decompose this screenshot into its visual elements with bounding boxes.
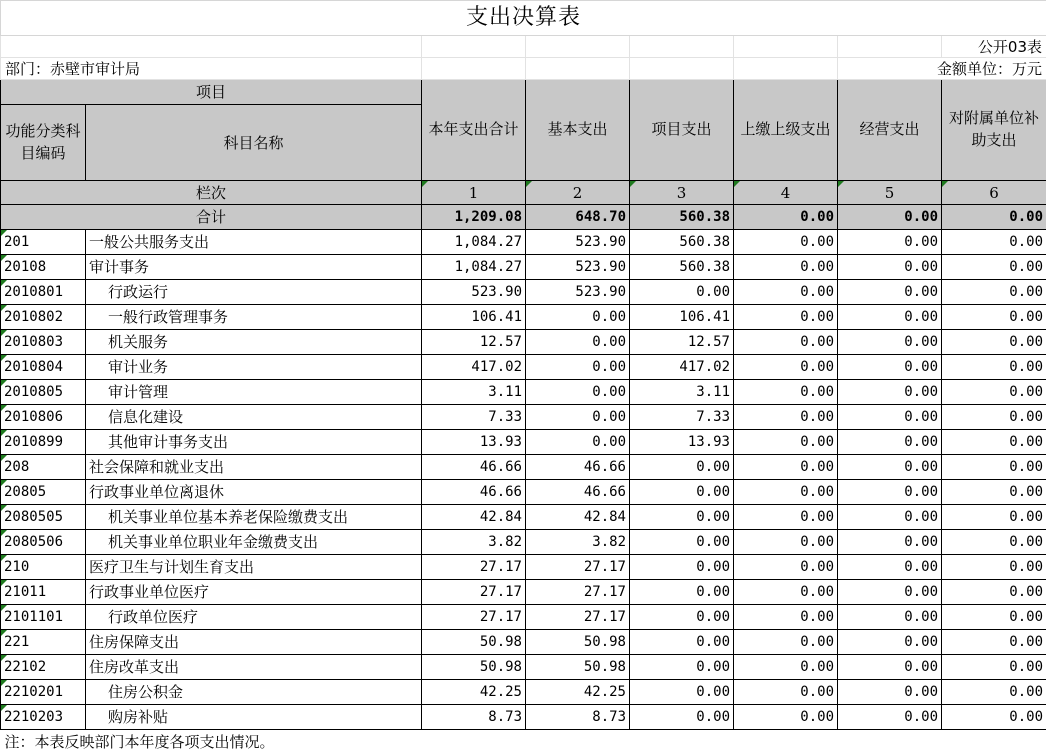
cell-marker: [1, 705, 7, 711]
row-value: 0.00: [942, 630, 1046, 655]
row-code: 221: [1, 630, 86, 655]
row-value: 42.84: [526, 505, 630, 530]
cell-marker: [1, 280, 7, 286]
row-code: 2010803: [1, 330, 86, 355]
row-value: 0.00: [630, 705, 734, 730]
header-col-2: 基本支出: [526, 80, 630, 181]
row-value: 0.00: [942, 655, 1046, 680]
row-value: 27.17: [526, 605, 630, 630]
table-row: [1, 505, 1046, 530]
row-value: 0.00: [734, 705, 838, 730]
table-row: [1, 380, 1046, 405]
row-value: 0.00: [838, 680, 942, 705]
row-value: 0.00: [838, 630, 942, 655]
row-value: 1,084.27: [422, 255, 526, 280]
row-value: 42.25: [526, 680, 630, 705]
row-value: 0.00: [734, 455, 838, 480]
table-row: [1, 230, 1046, 255]
row-value: 12.57: [422, 330, 526, 355]
table-row: [1, 455, 1046, 480]
row-value: 0.00: [838, 255, 942, 280]
cell-marker: [1, 430, 7, 436]
row-value: 12.57: [630, 330, 734, 355]
total-value: 648.70: [526, 205, 630, 230]
total-row-label: 合计: [1, 205, 422, 230]
cell-marker: [1, 480, 7, 486]
table-number: 公开03表: [942, 36, 1046, 58]
index-row-label: 栏次: [1, 181, 422, 205]
cell-marker: [1, 655, 7, 661]
row-value: 3.82: [526, 530, 630, 555]
header-col-3: 项目支出: [630, 80, 734, 181]
table-row: [1, 705, 1046, 730]
index-cell: 5: [838, 181, 942, 205]
row-value: 0.00: [838, 480, 942, 505]
table-row: [1, 630, 1046, 655]
index-cell: 3: [630, 181, 734, 205]
total-value: 0.00: [838, 205, 942, 230]
row-value: 0.00: [734, 405, 838, 430]
row-value: 46.66: [526, 455, 630, 480]
row-name: 社会保障和就业支出: [86, 455, 422, 480]
row-value: 0.00: [942, 530, 1046, 555]
row-value: 0.00: [942, 330, 1046, 355]
row-code: 2010801: [1, 280, 86, 305]
row-value: 0.00: [630, 280, 734, 305]
header-code: 功能分类科目编码: [1, 105, 86, 181]
row-value: 3.11: [422, 380, 526, 405]
row-name: 行政事业单位医疗: [86, 580, 422, 605]
row-code: 2010899: [1, 430, 86, 455]
row-name: 机关事业单位基本养老保险缴费支出: [86, 505, 422, 530]
row-value: 0.00: [838, 455, 942, 480]
row-value: 46.66: [422, 455, 526, 480]
row-value: 27.17: [526, 580, 630, 605]
row-value: 0.00: [838, 530, 942, 555]
row-value: 50.98: [526, 630, 630, 655]
row-code: 2010805: [1, 380, 86, 405]
row-name: 审计管理: [86, 380, 422, 405]
row-name: 住房改革支出: [86, 655, 422, 680]
row-value: 42.84: [422, 505, 526, 530]
row-name: 审计事务: [86, 255, 422, 280]
table-row: [1, 480, 1046, 505]
row-value: 0.00: [734, 680, 838, 705]
row-value: 0.00: [630, 505, 734, 530]
table-row: [1, 255, 1046, 280]
row-code: 2101101: [1, 605, 86, 630]
table-row: [1, 305, 1046, 330]
table-row: [1, 580, 1046, 605]
unit-label: 金额单位：万元: [838, 58, 1046, 80]
row-value: 0.00: [734, 655, 838, 680]
row-value: 417.02: [422, 355, 526, 380]
header-col-4: 上缴上级支出: [734, 80, 838, 181]
cell-marker: [1, 255, 7, 261]
row-value: 0.00: [734, 480, 838, 505]
row-code: 2010806: [1, 405, 86, 430]
row-value: 46.66: [422, 480, 526, 505]
row-value: 0.00: [630, 605, 734, 630]
header-name: 科目名称: [86, 105, 422, 181]
table-row: [1, 655, 1046, 680]
cell-marker: [1, 505, 7, 511]
cell-marker: [1, 355, 7, 361]
cell-marker: [1, 630, 7, 636]
row-value: 3.11: [630, 380, 734, 405]
row-value: 0.00: [734, 630, 838, 655]
header-col-5: 经营支出: [838, 80, 942, 181]
row-value: 0.00: [838, 280, 942, 305]
row-value: 27.17: [526, 555, 630, 580]
row-value: 0.00: [838, 605, 942, 630]
row-value: 523.90: [526, 255, 630, 280]
row-code: 201: [1, 230, 86, 255]
cell-marker: [1, 230, 7, 236]
row-name: 信息化建设: [86, 405, 422, 430]
row-value: 27.17: [422, 580, 526, 605]
row-code: 2210203: [1, 705, 86, 730]
cell-marker: [1, 330, 7, 336]
row-value: 0.00: [942, 680, 1046, 705]
row-code: 2010802: [1, 305, 86, 330]
row-value: 0.00: [734, 380, 838, 405]
row-value: 0.00: [734, 555, 838, 580]
cell-marker: [1, 380, 7, 386]
row-code: 20805: [1, 480, 86, 505]
row-value: 106.41: [422, 305, 526, 330]
row-value: 50.98: [422, 655, 526, 680]
row-value: 0.00: [838, 705, 942, 730]
total-value: 0.00: [734, 205, 838, 230]
row-value: 0.00: [630, 680, 734, 705]
row-value: 0.00: [734, 255, 838, 280]
row-value: 0.00: [630, 630, 734, 655]
row-value: 0.00: [942, 280, 1046, 305]
row-name: 行政单位医疗: [86, 605, 422, 630]
row-value: 8.73: [526, 705, 630, 730]
row-name: 一般公共服务支出: [86, 230, 422, 255]
index-cell: 4: [734, 181, 838, 205]
row-code: 21011: [1, 580, 86, 605]
header-col-1: 本年支出合计: [422, 80, 526, 181]
row-value: 0.00: [734, 280, 838, 305]
row-value: 0.00: [838, 380, 942, 405]
row-value: 0.00: [942, 405, 1046, 430]
row-value: 0.00: [942, 380, 1046, 405]
index-cell: 1: [422, 181, 526, 205]
cell-marker: [1, 555, 7, 561]
row-value: 46.66: [526, 480, 630, 505]
cell-marker: [1, 580, 7, 586]
data-rows: [1, 230, 1046, 730]
row-value: 0.00: [838, 330, 942, 355]
row-name: 机关服务: [86, 330, 422, 355]
row-value: 0.00: [630, 655, 734, 680]
table-row: [1, 680, 1046, 705]
row-value: 0.00: [942, 505, 1046, 530]
row-value: 0.00: [734, 605, 838, 630]
row-name: 行政事业单位离退休: [86, 480, 422, 505]
row-value: 0.00: [942, 455, 1046, 480]
row-value: 0.00: [838, 305, 942, 330]
row-value: 27.17: [422, 555, 526, 580]
row-code: 20108: [1, 255, 86, 280]
row-name: 一般行政管理事务: [86, 305, 422, 330]
row-value: 0.00: [630, 530, 734, 555]
total-value: 0.00: [942, 205, 1046, 230]
row-value: 0.00: [734, 230, 838, 255]
row-value: 0.00: [526, 330, 630, 355]
total-value: 560.38: [630, 205, 734, 230]
total-value: 1,209.08: [422, 205, 526, 230]
row-value: 0.00: [526, 430, 630, 455]
row-value: 0.00: [942, 480, 1046, 505]
row-name: 机关事业单位职业年金缴费支出: [86, 530, 422, 555]
row-value: 13.93: [630, 430, 734, 455]
row-value: 27.17: [422, 605, 526, 630]
row-code: 2080505: [1, 505, 86, 530]
row-value: 0.00: [838, 580, 942, 605]
row-value: 0.00: [734, 530, 838, 555]
row-value: 0.00: [942, 305, 1046, 330]
row-value: 0.00: [630, 580, 734, 605]
cell-marker: [1, 680, 7, 686]
row-value: 523.90: [422, 280, 526, 305]
row-code: 2010804: [1, 355, 86, 380]
row-value: 50.98: [526, 655, 630, 680]
table-row: [1, 555, 1046, 580]
row-code: 210: [1, 555, 86, 580]
header-col-6: 对附属单位补助支出: [942, 80, 1046, 181]
row-code: 2080506: [1, 530, 86, 555]
row-value: 0.00: [838, 655, 942, 680]
table-row: [1, 605, 1046, 630]
row-value: 0.00: [838, 555, 942, 580]
row-code: 22102: [1, 655, 86, 680]
row-value: 0.00: [734, 580, 838, 605]
cell-marker: [1, 605, 7, 611]
row-name: 住房公积金: [86, 680, 422, 705]
row-value: 0.00: [526, 355, 630, 380]
row-name: 其他审计事务支出: [86, 430, 422, 455]
row-value: 523.90: [526, 230, 630, 255]
row-value: 7.33: [422, 405, 526, 430]
table-row: [1, 280, 1046, 305]
header-project-group: 项目: [1, 80, 422, 105]
row-value: 0.00: [838, 355, 942, 380]
row-value: 0.00: [942, 555, 1046, 580]
row-value: 1,084.27: [422, 230, 526, 255]
index-cell: 2: [526, 181, 630, 205]
row-value: 0.00: [734, 430, 838, 455]
row-value: 0.00: [526, 405, 630, 430]
page-title: 支出决算表: [1, 1, 1046, 36]
row-value: 0.00: [526, 380, 630, 405]
row-code: 2210201: [1, 680, 86, 705]
index-cell: 6: [942, 181, 1046, 205]
row-value: 0.00: [942, 230, 1046, 255]
row-value: 0.00: [630, 455, 734, 480]
row-value: 0.00: [838, 230, 942, 255]
row-value: 50.98: [422, 630, 526, 655]
row-value: 417.02: [630, 355, 734, 380]
department-label: 部门：赤壁市审计局: [1, 58, 422, 80]
row-value: 0.00: [942, 430, 1046, 455]
row-value: 106.41: [630, 305, 734, 330]
row-value: 0.00: [942, 705, 1046, 730]
row-value: 560.38: [630, 255, 734, 280]
row-value: 8.73: [422, 705, 526, 730]
row-value: 0.00: [838, 405, 942, 430]
row-value: 0.00: [734, 505, 838, 530]
row-value: 0.00: [838, 505, 942, 530]
row-value: 0.00: [734, 305, 838, 330]
row-value: 0.00: [734, 330, 838, 355]
table-row: [1, 430, 1046, 455]
row-value: 0.00: [942, 255, 1046, 280]
table-row: [1, 330, 1046, 355]
row-value: 0.00: [734, 355, 838, 380]
row-value: 560.38: [630, 230, 734, 255]
row-name: 住房保障支出: [86, 630, 422, 655]
row-value: 523.90: [526, 280, 630, 305]
cell-marker: [1, 530, 7, 536]
row-value: 0.00: [838, 430, 942, 455]
table-row: [1, 530, 1046, 555]
row-value: 0.00: [526, 305, 630, 330]
table-row: [1, 405, 1046, 430]
row-code: 208: [1, 455, 86, 480]
table-row: [1, 355, 1046, 380]
cell-marker: [1, 405, 7, 411]
row-name: 购房补贴: [86, 705, 422, 730]
row-name: 审计业务: [86, 355, 422, 380]
row-name: 行政运行: [86, 280, 422, 305]
row-value: 7.33: [630, 405, 734, 430]
row-name: 医疗卫生与计划生育支出: [86, 555, 422, 580]
row-value: 0.00: [942, 605, 1046, 630]
row-value: 13.93: [422, 430, 526, 455]
row-value: 0.00: [942, 355, 1046, 380]
footnote: 注：本表反映部门本年度各项支出情况。: [1, 730, 1046, 754]
row-value: 0.00: [630, 480, 734, 505]
row-value: 42.25: [422, 680, 526, 705]
row-value: 0.00: [942, 580, 1046, 605]
row-value: 0.00: [630, 555, 734, 580]
cell-marker: [1, 305, 7, 311]
row-value: 3.82: [422, 530, 526, 555]
cell-marker: [1, 455, 7, 461]
